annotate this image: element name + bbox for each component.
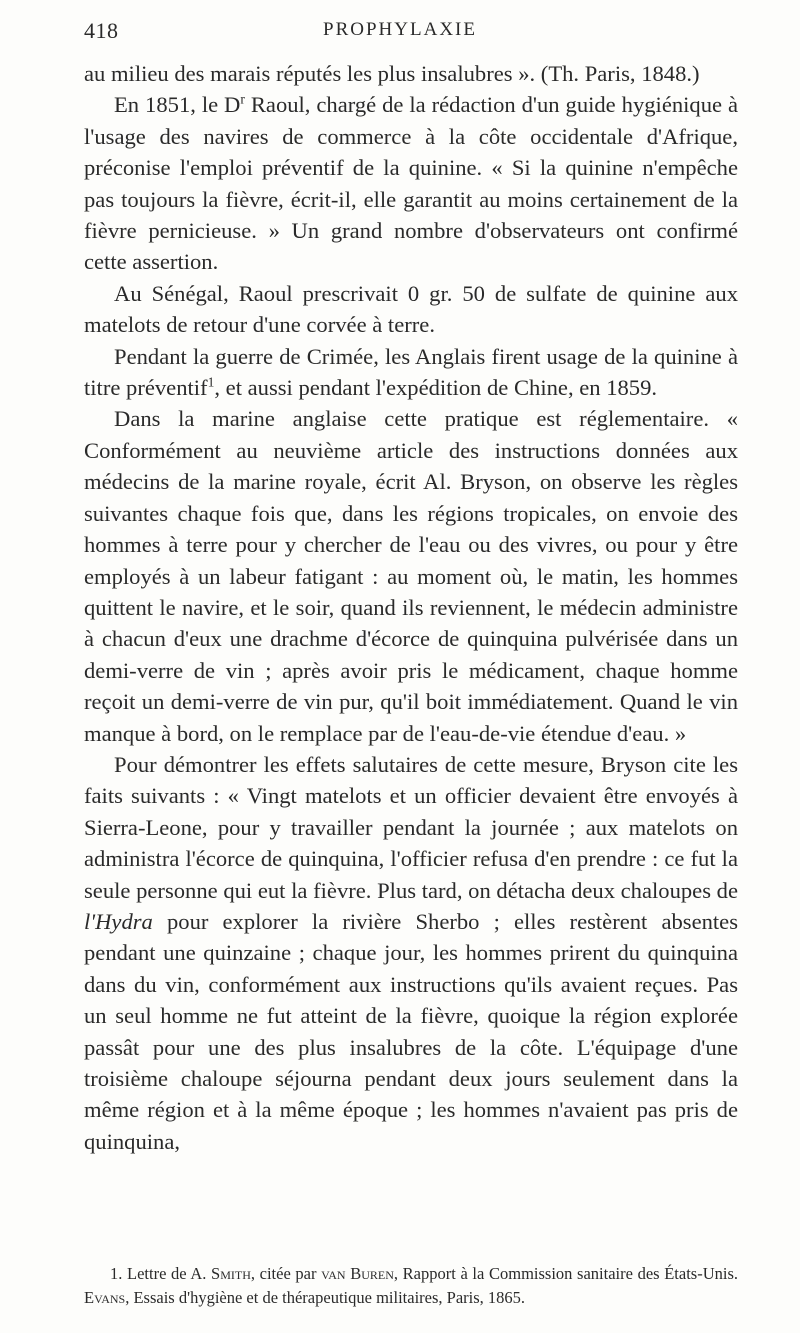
footnote-marker: 1. (110, 1264, 123, 1283)
paragraph-3: Au Sénégal, Raoul prescrivait 0 gr. 50 de sulfate de quinine aux matelots de retour d'une corvée à terre. (84, 280, 738, 338)
ship-name: l'Hydra (84, 908, 153, 934)
footnote-ref[interactable]: 1 (207, 374, 215, 390)
author-buren: Buren (345, 1264, 394, 1283)
author-smith: Smith (211, 1264, 251, 1283)
paragraph-6-a: Pour démontrer les effets salutaires de cette mesure, Bryson cite les faits suivants : « Vingt matelots et un officier devaient être envoyés à Sierra-Leone, pour y travailler pendant la journée ; aux matelots on administra l'écorce de quinquina, l'officier refusa d'en prendre : ce fut la seule personne qui eut la fièvre. Plus tard, on détacha deux chaloupes de (84, 751, 738, 903)
paragraph-2-start: En (114, 92, 146, 118)
paragraph-6 (84, 749, 738, 1157)
footnotes (84, 1262, 738, 1310)
running-head: PROPHYLAXIE (323, 19, 477, 40)
doctor-abbrev-sup: r (240, 91, 245, 107)
paragraph-1: au milieu des marais réputés les plus insalubres ». (Th. Paris, 1848.) (84, 61, 700, 86)
paragraph-4 (84, 341, 738, 404)
paragraph-6-b: pour explorer la rivière Sherbo ; elles restèrent absentes pendant une quinzaine ; chaque jour, les hommes prirent du quinquina dans du vin, conformément aux instructions qu'ils avaient reçues. Pas un seul homme ne fut atteint de la fièvre, quoique la région explorée passât pour une des plus insalubres de la côte. L'équipage d'une troisième chaloupe séjourna pendant deux jours seulement dans la même région et à la même époque ; les hommes n'avaient pas pris de quinquina, (84, 908, 738, 1154)
author-van: van (321, 1264, 346, 1283)
page-number: 418 (84, 18, 119, 43)
page-header (0, 0, 800, 60)
paragraph-2 (84, 89, 738, 277)
footnote-1 (84, 1262, 738, 1310)
footnote-text-3: , Rapport à la Commission sanitaire des États-Unis. (393, 1264, 738, 1283)
author-evans: Evans (84, 1288, 126, 1307)
body-text (84, 58, 738, 1157)
footnote-text-2: , citée par (250, 1264, 322, 1283)
paragraph-4-b: , et aussi pendant l'expédition de Chine, en 1859. (214, 375, 658, 401)
footnote-text-1: Lettre de A. (122, 1264, 212, 1283)
footnote-text-4: , Essais d'hygiène et de thérapeutique militaires, Paris, 1865. (125, 1288, 526, 1307)
paragraph-4-a: Pendant la guerre de Crimée, les Anglais firent usage de la quinine à titre préventif (84, 343, 738, 401)
paragraph-5: Dans la marine anglaise cette pratique est réglementaire. « Conformément au neuvième article des instructions données aux médecins de la marine royale, écrit Al. Bryson, on observe les règles suivantes chaque fois que, dans les régions tropicales, on envoie des hommes à terre pour y chercher de l'eau ou des vivres, ou pour y être employés à un labeur fatigant : au moment où, le matin, les hommes quittent le navire, et le soir, quand ils reviennent, le médecin administre à chacun d'eux une drachme d'écorce de quinquina pulvérisée dans un demi-verre de vin ; après avoir pris le médicament, chaque homme reçoit un demi-verre de vin pur, qu'il boit immédiatement. Quand le vin manque à bord, on le remplace par de l'eau-de-vie étendue d'eau. » (84, 406, 738, 746)
paragraph-2-a: 1851, le D (145, 92, 241, 118)
paragraph-2-b: Raoul, chargé de la rédaction d'un guide hygiénique à l'usage des navires de commerce à la côte occidentale d'Afrique, préconise l'emploi préventif de la quinine. « Si la quinine n'empêche pas toujours la fièvre, écrit-il, elle garantit au moins certainement de la fièvre pernicieuse. » Un grand nombre d'observateurs ont confirmé cette assertion. (84, 92, 739, 275)
